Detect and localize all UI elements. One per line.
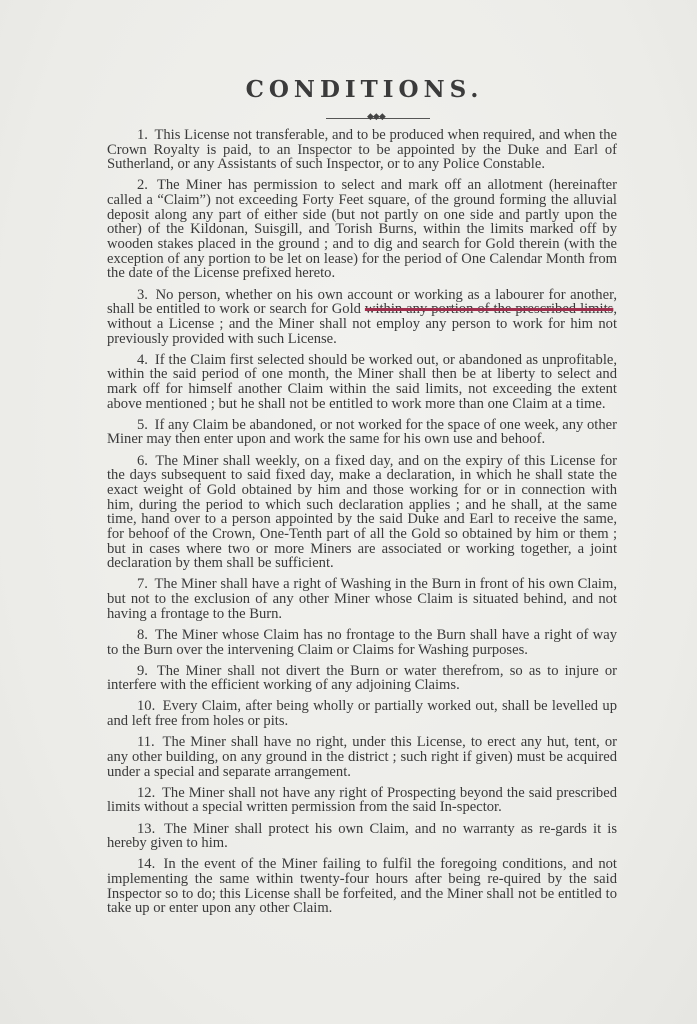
condition-text: If any Claim be abandoned, or not worked for the space of one week, any other Miner may then enter upon and work the same for his own use and behoof. [107,416,617,448]
condition-number: 12. [137,784,156,801]
condition-text: The Miner shall not have any right of Prospecting beyond the said prescribed limits without a special written permission from the said In-spector. [107,784,617,816]
condition-number: 6. [137,452,148,469]
condition-number: 14. [137,856,156,873]
condition-10 [107,699,617,728]
condition-3 [107,288,617,347]
condition-text: The Miner whose Claim has no frontage to the Burn shall have a right of way to the Burn over the intervening Claim or Claims for Washing purposes. [107,626,617,658]
condition-text: No person, whether on his own account or working as a labourer for another, shall be entitled to work or search for Gold [107,286,617,318]
condition-text: The Miner shall have a right of Washing in the Burn in front of his own Claim, but not to the exclusion of any other Miner whose Claim is situated behind, and not having a frontage to the Burn. [107,576,617,622]
condition-number: 13. [137,820,156,837]
condition-4 [107,353,617,412]
condition-number: 11. [137,734,155,751]
condition-14 [107,857,617,916]
condition-number: 3. [137,286,148,303]
condition-text: The Miner shall weekly, on a fixed day, and on the expiry of this License for the days subsequent to said fixed day, make a declaration, in which he shall state the exact weight of Gold obtained by him and those working for or in connection with him, during the period to which such declaration applies ; and he shall, at the same time, hand over to a person appointed by the said Duke and Earl to receive the same, for behoof of the Crown, One-Tenth part of all the Gold so obtained by him or them ; but in cases where two or more Miners are associated or working together, a joint declaration by them shall be sufficient. [107,452,617,572]
condition-2 [107,178,617,281]
condition-7 [107,577,617,621]
condition-number: 2. [137,177,148,194]
condition-number: 1. [137,127,148,143]
condition-9 [107,664,617,693]
condition-8 [107,628,617,657]
condition-number: 7. [137,576,148,593]
struck-through-text: within any portion of the prescribed limits [364,301,614,318]
condition-number: 10. [137,698,156,715]
condition-text: Every Claim, after being wholly or partially worked out, shall be levelled up and left free from holes or pits. [107,698,618,730]
conditions-list [107,128,617,923]
condition-text: In the event of the Miner failing to fulfil the foregoing conditions, and not implementing the same within twenty-four hours after being re-quired by the said Inspector so to do; this License shall be forfeited, and the Miner shall not be entitled to take up or enter upon any other Claim. [107,856,617,917]
condition-number: 8. [137,626,148,643]
condition-11 [107,735,617,779]
condition-text: The Miner shall have no right, under this License, to erect any hut, tent, or any other building, on any ground in the district ; such right if given) must be acquired under a special and separate arrangement. [107,734,617,780]
condition-text: The Miner shall not divert the Burn or water therefrom, so as to injure or interfere with the efficient working of any adjoining Claims. [107,662,617,694]
condition-text: This License not transferable, and to be produced when required, and when the Crown Royalty is paid, to an Inspector to be appointed by the Duke and Earl of Sutherland, or any Assistants of such Inspector, or to any Police Constable. [107,127,617,173]
page-title: CONDITIONS. [245,76,484,103]
title-ornament [326,112,430,122]
condition-5 [107,418,617,447]
condition-13 [107,822,617,851]
condition-text: The Miner has permission to select and mark off an allotment (hereinafter called a “Claim”) not exceeding Forty Feet square, of the ground forming the alluvial deposit along any part of either side (but not partly on one side and partly upon the other) of the Kildonan, Suisgill, and Torish Burns, within the limits marked off by wooden stakes placed in the ground ; and to dig and search for Gold therein (with the exception of any portion to be let on lease) for the period of One Calendar Month from the date of the License prefixed hereto. [107,177,617,282]
condition-6 [107,454,617,571]
condition-text: The Miner shall protect his own Claim, and no warranty as re-gards it is hereby given to him. [107,820,618,852]
condition-text: If the Claim first selected should be worked out, or abandoned as unprofitable, within the said period of one month, the Miner shall then be at liberty to select and mark off for himself another Claim within the said limits, not exceeding the extent above mentioned ; but he shall not be entitled to work more than one Claim at a time. [107,351,617,412]
condition-1 [107,128,617,172]
condition-number: 9. [137,662,148,679]
condition-number: 5. [137,416,148,433]
condition-number: 4. [137,351,148,368]
condition-12 [107,786,617,815]
condition-text-continued: , without a License ; and the Miner shall not employ any person to work for him not previously provided with such License. [107,301,617,347]
diamond-ornament-icon: ◆◆◆ [367,112,385,122]
